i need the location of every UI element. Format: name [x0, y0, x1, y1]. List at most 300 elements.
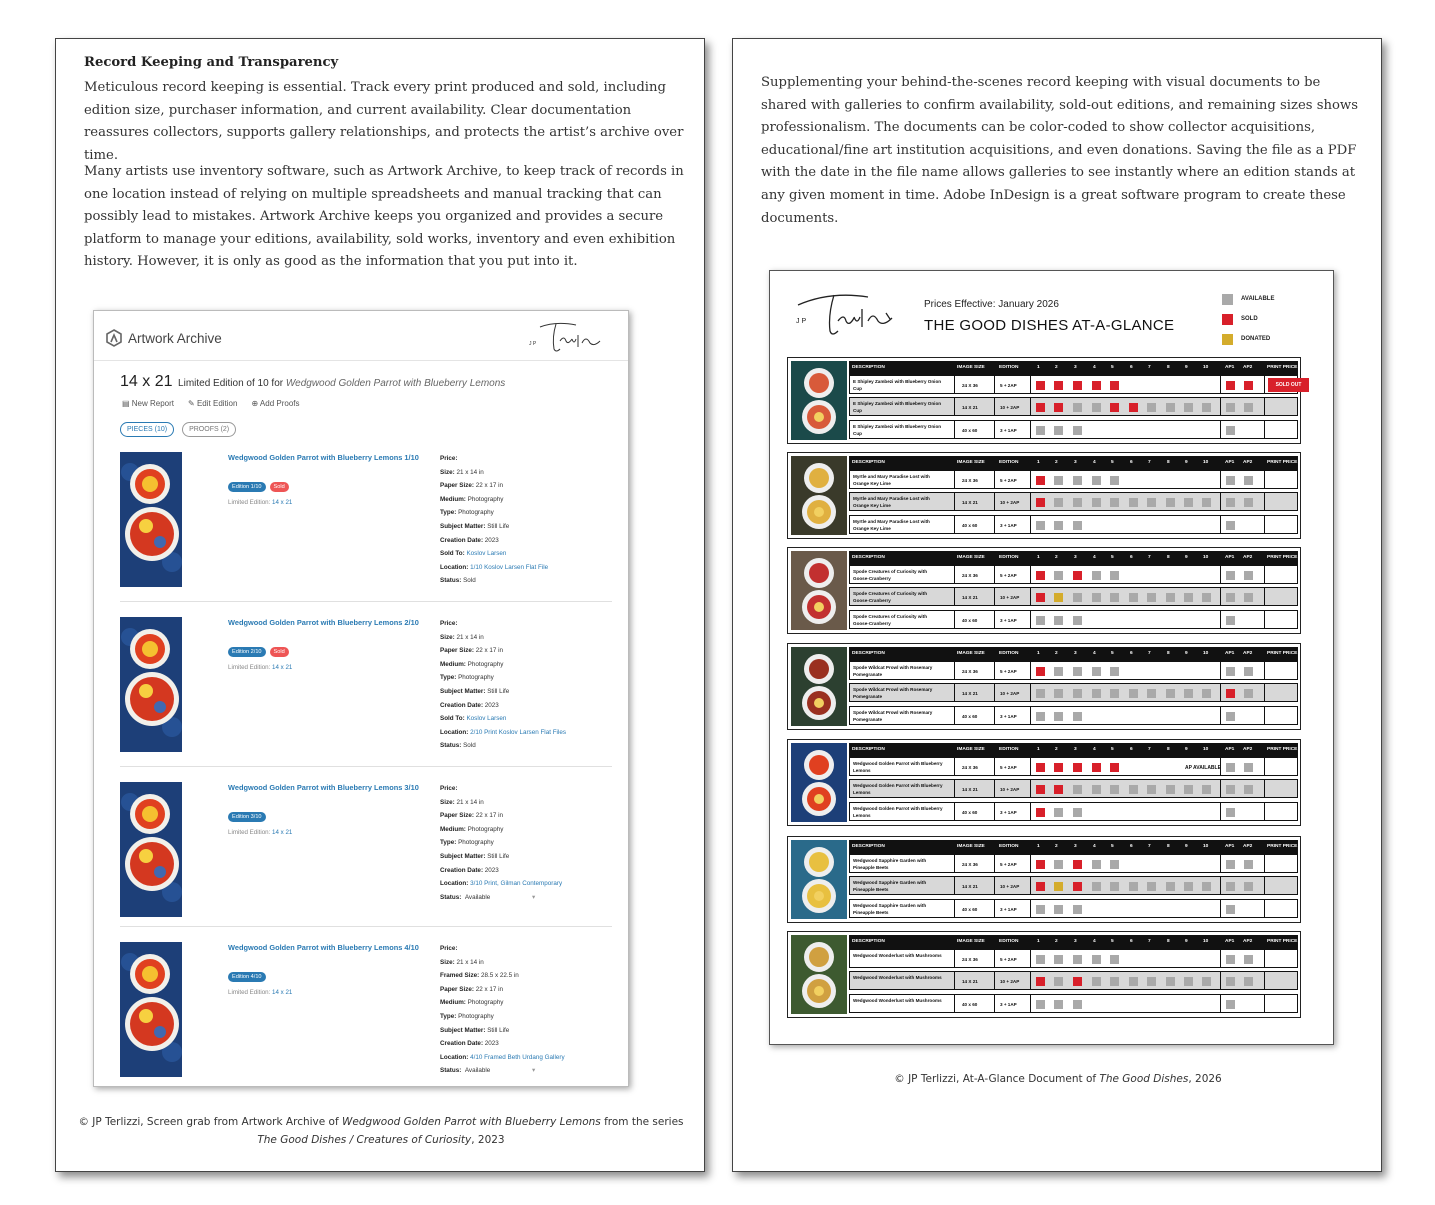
property-row: Price:: [440, 945, 458, 952]
ag-row-edition: 5 + 2AP: [1000, 862, 1017, 867]
ap-status-square: [1244, 381, 1253, 390]
ag-header-cell: 5: [1111, 460, 1114, 465]
ag-header-cell: 8: [1167, 939, 1170, 944]
edition-status-square: [1110, 785, 1119, 794]
ag-table-header: [849, 840, 1298, 854]
property-row: Location: 2/10 Print Koslov Larsen Flat Files: [440, 728, 566, 736]
ag-row-size: 40 x 60: [962, 810, 978, 815]
ag-header-cell: 9: [1185, 555, 1188, 560]
ag-row-size: 40 x 60: [962, 523, 978, 528]
ag-row-size: 24 X 36: [962, 669, 978, 674]
ag-header-cell: DESCRIPTION: [852, 555, 885, 560]
property-row: Size: 21 x 14 in: [440, 958, 484, 966]
ag-artwork-image: [791, 743, 847, 822]
property-row: Medium: Photography: [440, 660, 504, 668]
property-row: Creation Date: 2023: [440, 536, 499, 544]
edition-status-square: [1036, 426, 1045, 435]
ag-header-cell: 1: [1037, 844, 1040, 849]
ag-artwork-image: [791, 456, 847, 535]
ag-header-cell: 10: [1203, 460, 1209, 465]
edition-status-square: [1110, 689, 1119, 698]
ap-status-square: [1244, 498, 1253, 507]
ag-row-description: Wedgwood Sapphire Garden with Pineapple Beets: [853, 903, 927, 915]
edition-status-square: [1054, 426, 1063, 435]
tab-proofs[interactable]: PROOFS (2): [182, 422, 236, 437]
artwork-thumbnail[interactable]: [120, 617, 182, 752]
edition-status-square: [1036, 381, 1045, 390]
ag-table-header: [849, 551, 1298, 565]
edition-status-square: [1054, 808, 1063, 817]
ag-header-cell: 3: [1074, 365, 1077, 370]
edition-record: [120, 934, 612, 1087]
artwork-archive-logo-icon: [106, 329, 122, 347]
property-row: Creation Date: 2023: [440, 701, 499, 709]
ag-row-size: 40 x 60: [962, 618, 978, 623]
ap-status-square: [1226, 785, 1235, 794]
ag-row-edition: 10 + 2AP: [1000, 500, 1020, 505]
ag-row-description: Myrtle and Mary Paradise Lost with Orange Key Lime: [853, 496, 930, 508]
edition-status-square: [1184, 977, 1193, 986]
edition-record: [120, 609, 612, 767]
edition-status-square: [1036, 593, 1045, 602]
ag-row: [849, 587, 1298, 606]
edition-status-square: [1073, 616, 1082, 625]
ag-row-edition: 3 + 1AP: [1000, 810, 1017, 815]
ag-header-cell: PRINT PRICE: [1267, 460, 1298, 465]
ag-row-size: 40 x 60: [962, 714, 978, 719]
ag-row-edition: 3 + 1AP: [1000, 523, 1017, 528]
ap-status-square: [1226, 426, 1235, 435]
edition-status-square: [1036, 476, 1045, 485]
record-title[interactable]: Wedgwood Golden Parrot with Blueberry Lemons 2/10: [228, 618, 419, 627]
record-title[interactable]: Wedgwood Golden Parrot with Blueberry Lemons 4/10: [228, 943, 419, 952]
property-row: Price:: [440, 620, 458, 627]
ag-header-cell: 2: [1055, 651, 1058, 656]
ag-header-cell: AP2: [1243, 844, 1253, 849]
ag-header-cell: EDITION: [999, 555, 1019, 560]
ag-row-edition: 5 + 2AP: [1000, 765, 1017, 770]
edition-status-square: [1073, 571, 1082, 580]
property-row: Type: Photography: [440, 1012, 494, 1020]
edition-status-square: [1054, 667, 1063, 676]
ag-header-cell: IMAGE SIZE: [957, 555, 985, 560]
record-properties: [440, 452, 610, 588]
edition-status-square: [1073, 905, 1082, 914]
ag-header-cell: AP2: [1243, 651, 1253, 656]
ag-header-cell: 7: [1148, 365, 1151, 370]
property-row: Paper Size: 22 x 17 in: [440, 985, 504, 993]
ag-row-size: 40 x 60: [962, 428, 978, 433]
add-proofs-button[interactable]: ⊕ Add Proofs: [251, 399, 300, 408]
ap-status-square: [1244, 882, 1253, 891]
ag-header-cell: EDITION: [999, 365, 1019, 370]
edition-status-square: [1073, 403, 1082, 412]
edition-status-square: [1184, 689, 1193, 698]
ag-row-size: 14 X 21: [962, 595, 978, 600]
property-row: Medium: Photography: [440, 825, 504, 833]
ag-header-cell: 10: [1203, 365, 1209, 370]
ag-row-edition: 5 + 2AP: [1000, 478, 1017, 483]
edition-status-square: [1202, 403, 1211, 412]
edition-status-square: [1110, 593, 1119, 602]
ag-row-description: Myrtle and Mary Paradise Lost with Orange Key Lime: [853, 474, 930, 486]
edition-status-square: [1073, 860, 1082, 869]
ap-status-square: [1226, 882, 1235, 891]
edition-status-square: [1054, 712, 1063, 721]
legend-swatch-available: [1222, 294, 1233, 305]
ag-header-cell: 9: [1185, 460, 1188, 465]
ag-header-cell: 9: [1185, 844, 1188, 849]
property-row: Subject Matter: Still Life: [440, 852, 510, 860]
record-title[interactable]: Wedgwood Golden Parrot with Blueberry Lemons 3/10: [228, 783, 419, 792]
edition-status-square: [1166, 785, 1175, 794]
left-caption: © JP Terlizzi, Screen grab from Artwork Archive of Wedgwood Golden Parrot with Blueberry Lemons from the series The Good Dishes / Creatures of Curiosity, 2023: [78, 1116, 684, 1146]
ag-header-cell: AP2: [1243, 555, 1253, 560]
edition-badge: Edition 2/10: [228, 647, 266, 657]
svg-text:J P: J P: [796, 318, 807, 325]
edition-status-square: [1054, 882, 1063, 891]
ag-artwork-image: [791, 647, 847, 726]
edition-status-square: [1110, 763, 1119, 772]
property-row: Paper Size: 22 x 17 in: [440, 812, 504, 820]
ag-row-edition: 5 + 2AP: [1000, 669, 1017, 674]
edition-status-square: [1073, 498, 1082, 507]
edition-status-square: [1147, 785, 1156, 794]
ag-row-edition: 3 + 1AP: [1000, 714, 1017, 719]
ap-status-square: [1226, 616, 1235, 625]
ag-header-cell: 5: [1111, 844, 1114, 849]
edition-size: 14 x 21: [120, 373, 173, 390]
ag-header-cell: 8: [1167, 365, 1170, 370]
ap-status-square: [1244, 785, 1253, 794]
edition-status-square: [1110, 403, 1119, 412]
ap-status-square: [1244, 955, 1253, 964]
property-row: Medium: Photography: [440, 495, 504, 503]
ag-header-cell: IMAGE SIZE: [957, 939, 985, 944]
section-heading: Record Keeping and Transparency: [84, 55, 339, 70]
edition-status-square: [1073, 1000, 1082, 1009]
edition-status-square: [1054, 905, 1063, 914]
ap-status-square: [1244, 763, 1253, 772]
ag-row: [849, 375, 1302, 394]
edition-status-square: [1036, 955, 1045, 964]
ap-status-square: [1244, 860, 1253, 869]
ag-header-cell: AP1: [1225, 365, 1235, 370]
ag-header-cell: 1: [1037, 555, 1040, 560]
ag-row-description: Spode Wildcat Prowl with Rosemary Pomegranate: [853, 687, 933, 699]
edition-status-square: [1129, 977, 1138, 986]
property-row: Size: 21 x 14 in: [440, 633, 484, 641]
edit-edition-button[interactable]: ✎ Edit Edition: [188, 399, 238, 408]
ag-header-cell: 4: [1093, 844, 1096, 849]
ag-header-cell: 7: [1148, 555, 1151, 560]
aa-header: [94, 311, 628, 361]
edition-status-square: [1110, 955, 1119, 964]
ag-header-cell: 3: [1074, 651, 1077, 656]
ag-row-edition: 5 + 2AP: [1000, 573, 1017, 578]
edition-status-square: [1147, 689, 1156, 698]
edition-status-square: [1054, 403, 1063, 412]
ag-row: [849, 757, 1298, 776]
edition-status-square: [1054, 381, 1063, 390]
edition-status-square: [1166, 593, 1175, 602]
edition-status-square: [1073, 426, 1082, 435]
ag-header-cell: 7: [1148, 844, 1151, 849]
edition-status-square: [1129, 785, 1138, 794]
edition-status-square: [1073, 808, 1082, 817]
property-row: Type: Photography: [440, 839, 494, 847]
ag-header-cell: 8: [1167, 460, 1170, 465]
edition-status-square: [1036, 860, 1045, 869]
ag-row-size: 24 X 36: [962, 383, 978, 388]
edition-status-square: [1202, 689, 1211, 698]
ap-status-square: [1226, 521, 1235, 530]
edition-status-square: [1036, 689, 1045, 698]
edition-status-square: [1073, 381, 1082, 390]
edition-status-square: [1073, 763, 1082, 772]
ag-header-cell: 4: [1093, 747, 1096, 752]
aa-tabs: [120, 422, 236, 437]
ag-row-size: 24 X 36: [962, 862, 978, 867]
ag-header-cell: 5: [1111, 555, 1114, 560]
ag-header-cell: 1: [1037, 939, 1040, 944]
ag-row-edition: 10 + 2AP: [1000, 405, 1020, 410]
ag-legend: [1222, 289, 1274, 349]
limited-edition-label: Limited Edition: 14 x 21: [228, 499, 293, 506]
legend-donated: DONATED: [1222, 329, 1274, 349]
ag-table-header: [849, 361, 1298, 375]
edition-status-square: [1054, 521, 1063, 530]
edition-status-square: [1110, 381, 1119, 390]
ag-header-cell: DESCRIPTION: [852, 460, 885, 465]
edition-record: [120, 444, 612, 602]
ag-row-edition: 10 + 2AP: [1000, 787, 1020, 792]
ap-status-square: [1226, 403, 1235, 412]
edition-status-square: [1147, 977, 1156, 986]
ag-row-edition: 3 + 1AP: [1000, 1002, 1017, 1007]
edition-status-square: [1166, 403, 1175, 412]
ag-header-cell: AP1: [1225, 460, 1235, 465]
edition-status-square: [1036, 403, 1045, 412]
edition-status-square: [1110, 498, 1119, 507]
edition-status-square: [1129, 689, 1138, 698]
ag-header-cell: 1: [1037, 365, 1040, 370]
edition-status-square: [1092, 476, 1101, 485]
ag-header-cell: PRINT PRICE: [1267, 555, 1298, 560]
property-row: Sold To: Koslov Larsen: [440, 550, 507, 558]
ag-artwork-image: [791, 840, 847, 919]
ag-row: [849, 854, 1298, 873]
tab-pieces[interactable]: PIECES (10): [120, 422, 174, 437]
edition-status-square: [1092, 381, 1101, 390]
ag-row-size: 40 x 60: [962, 1002, 978, 1007]
edition-status-square: [1036, 882, 1045, 891]
limited-edition-label: Limited Edition: 14 x 21: [228, 664, 293, 671]
ag-header-cell: 6: [1130, 651, 1133, 656]
ag-row-edition: 10 + 2AP: [1000, 691, 1020, 696]
ag-header-cell: AP1: [1225, 939, 1235, 944]
ag-header-cell: 6: [1130, 365, 1133, 370]
ag-subtitle: Prices Effective: January 2026: [924, 299, 1059, 310]
ag-row: [849, 470, 1298, 489]
edition-status-square: [1073, 667, 1082, 676]
legend-swatch-donated: [1222, 334, 1233, 345]
edition-record: [120, 774, 612, 927]
edition-status-square: [1036, 905, 1045, 914]
edition-badge: Edition 3/10: [228, 812, 266, 822]
ag-header-cell: 1: [1037, 460, 1040, 465]
edition-status-square: [1054, 860, 1063, 869]
edition-status-square: [1184, 403, 1193, 412]
ag-header-cell: 6: [1130, 747, 1133, 752]
edition-status-square: [1184, 785, 1193, 794]
ag-row-description: Wedgwood Golden Parrot with Blueberry Lemons: [853, 806, 943, 818]
ag-header-cell: 3: [1074, 460, 1077, 465]
legend-sold: SOLD: [1222, 309, 1274, 329]
edition-status-square: [1054, 955, 1063, 964]
ag-header-cell: 5: [1111, 365, 1114, 370]
ag-header-cell: 4: [1093, 555, 1096, 560]
ap-status-square: [1244, 476, 1253, 485]
ag-header-cell: 7: [1148, 747, 1151, 752]
ag-row: [849, 515, 1298, 534]
ap-status-square: [1226, 808, 1235, 817]
edition-status-square: [1054, 593, 1063, 602]
at-a-glance-document: [769, 270, 1334, 1045]
edition-status-square: [1202, 785, 1211, 794]
ap-available-note: AP AVAILABLE: [1185, 765, 1221, 771]
ag-header-cell: 5: [1111, 939, 1114, 944]
limited-edition-label: Limited Edition: 14 x 21: [228, 989, 293, 996]
ag-row-description: Wedgwood Wonderlust with Mushrooms: [853, 998, 942, 1003]
ag-header-cell: 2: [1055, 939, 1058, 944]
ag-header-cell: 6: [1130, 844, 1133, 849]
ap-status-square: [1244, 667, 1253, 676]
ap-status-square: [1226, 905, 1235, 914]
ag-row: [849, 565, 1298, 584]
record-properties: [440, 782, 610, 904]
ag-row: [849, 994, 1298, 1013]
ag-header-cell: 7: [1148, 939, 1151, 944]
artwork-thumbnail[interactable]: [120, 782, 182, 917]
record-badges: [228, 812, 266, 822]
ag-row-size: 24 X 36: [962, 957, 978, 962]
ag-header-cell: EDITION: [999, 939, 1019, 944]
edition-status-square: [1184, 593, 1193, 602]
edition-status-square: [1073, 593, 1082, 602]
ap-status-square: [1226, 1000, 1235, 1009]
edition-status-square: [1054, 785, 1063, 794]
ag-header-cell: EDITION: [999, 844, 1019, 849]
edition-status-square: [1147, 593, 1156, 602]
record-properties: [440, 942, 610, 1078]
edition-status-square: [1092, 882, 1101, 891]
ag-header-cell: 4: [1093, 939, 1096, 944]
property-row: Subject Matter: Still Life: [440, 687, 510, 695]
legend-swatch-sold: [1222, 314, 1233, 325]
ag-row: [849, 876, 1298, 895]
ag-row: [849, 661, 1298, 680]
record-title[interactable]: Wedgwood Golden Parrot with Blueberry Lemons 1/10: [228, 453, 419, 462]
edition-status-square: [1129, 882, 1138, 891]
ag-header-cell: 4: [1093, 460, 1096, 465]
edition-status-square: [1110, 860, 1119, 869]
ap-status-square: [1226, 977, 1235, 986]
ag-row-description: Wedgwood Golden Parrot with Blueberry Lemons: [853, 761, 943, 773]
ap-status-square: [1226, 955, 1235, 964]
ag-header-cell: AP2: [1243, 460, 1253, 465]
sold-badge: Sold: [270, 647, 289, 657]
ag-header-cell: DESCRIPTION: [852, 651, 885, 656]
aa-actions: [122, 399, 300, 408]
ag-header-cell: DESCRIPTION: [852, 365, 885, 370]
ag-artwork-image: [791, 551, 847, 630]
ag-header-cell: 8: [1167, 555, 1170, 560]
edition-status-square: [1092, 763, 1101, 772]
ag-header-cell: 8: [1167, 747, 1170, 752]
ag-header-cell: EDITION: [999, 460, 1019, 465]
property-row: Framed Size: 28.5 x 22.5 in: [440, 972, 519, 980]
ag-header-cell: 1: [1037, 747, 1040, 752]
ag-header-cell: AP1: [1225, 747, 1235, 752]
ag-header-cell: PRINT PRICE: [1267, 651, 1298, 656]
edition-status-square: [1036, 785, 1045, 794]
property-row: Location: 3/10 Print, Gilman Contemporary: [440, 880, 563, 888]
edition-status-square: [1092, 593, 1101, 602]
artwork-thumbnail[interactable]: [120, 452, 182, 587]
ag-row-size: 24 X 36: [962, 765, 978, 770]
ag-row-edition: 3 + 1AP: [1000, 428, 1017, 433]
ap-status-square: [1226, 593, 1235, 602]
edition-status-square: [1054, 1000, 1063, 1009]
ag-header-cell: 6: [1130, 555, 1133, 560]
ag-header-cell: 10: [1203, 651, 1209, 656]
ag-header-cell: AP1: [1225, 651, 1235, 656]
ag-row: [849, 779, 1298, 798]
edition-status-square: [1092, 498, 1101, 507]
new-report-button[interactable]: ▤ New Report: [122, 399, 175, 408]
edition-status-square: [1129, 403, 1138, 412]
ag-header-cell: PRINT PRICE: [1267, 747, 1298, 752]
ap-status-square: [1244, 689, 1253, 698]
ag-artwork-block: [787, 452, 1301, 539]
ag-artwork-block: [787, 739, 1301, 826]
ag-row-description: Spode Wildcat Prowl with Rosemary Pomegranate: [853, 710, 933, 722]
property-row: Type: Photography: [440, 509, 494, 517]
ag-row: [849, 899, 1298, 918]
edition-status-square: [1110, 977, 1119, 986]
ag-header-cell: 9: [1185, 365, 1188, 370]
ag-row-size: 14 X 21: [962, 884, 978, 889]
edition-status-square: [1184, 882, 1193, 891]
record-badges: [228, 482, 289, 492]
edition-status-square: [1054, 689, 1063, 698]
ag-header-cell: DESCRIPTION: [852, 939, 885, 944]
ap-status-square: [1244, 403, 1253, 412]
ag-row: [849, 420, 1298, 439]
edition-status-square: [1092, 785, 1101, 794]
ag-title: THE GOOD DISHES AT-A-GLANCE: [924, 317, 1175, 334]
ag-row-edition: 5 + 2AP: [1000, 957, 1017, 962]
ag-header-cell: 2: [1055, 460, 1058, 465]
aa-brand[interactable]: Artwork Archive: [128, 331, 222, 346]
ap-status-square: [1226, 689, 1235, 698]
ag-row-edition: 10 + 2AP: [1000, 979, 1020, 984]
ag-row-description: Spode Creatures of Curiosity with Goose-Cranberry: [853, 569, 928, 581]
artwork-thumbnail[interactable]: [120, 942, 182, 1077]
edition-status-square: [1092, 977, 1101, 986]
ag-row: [849, 492, 1298, 511]
